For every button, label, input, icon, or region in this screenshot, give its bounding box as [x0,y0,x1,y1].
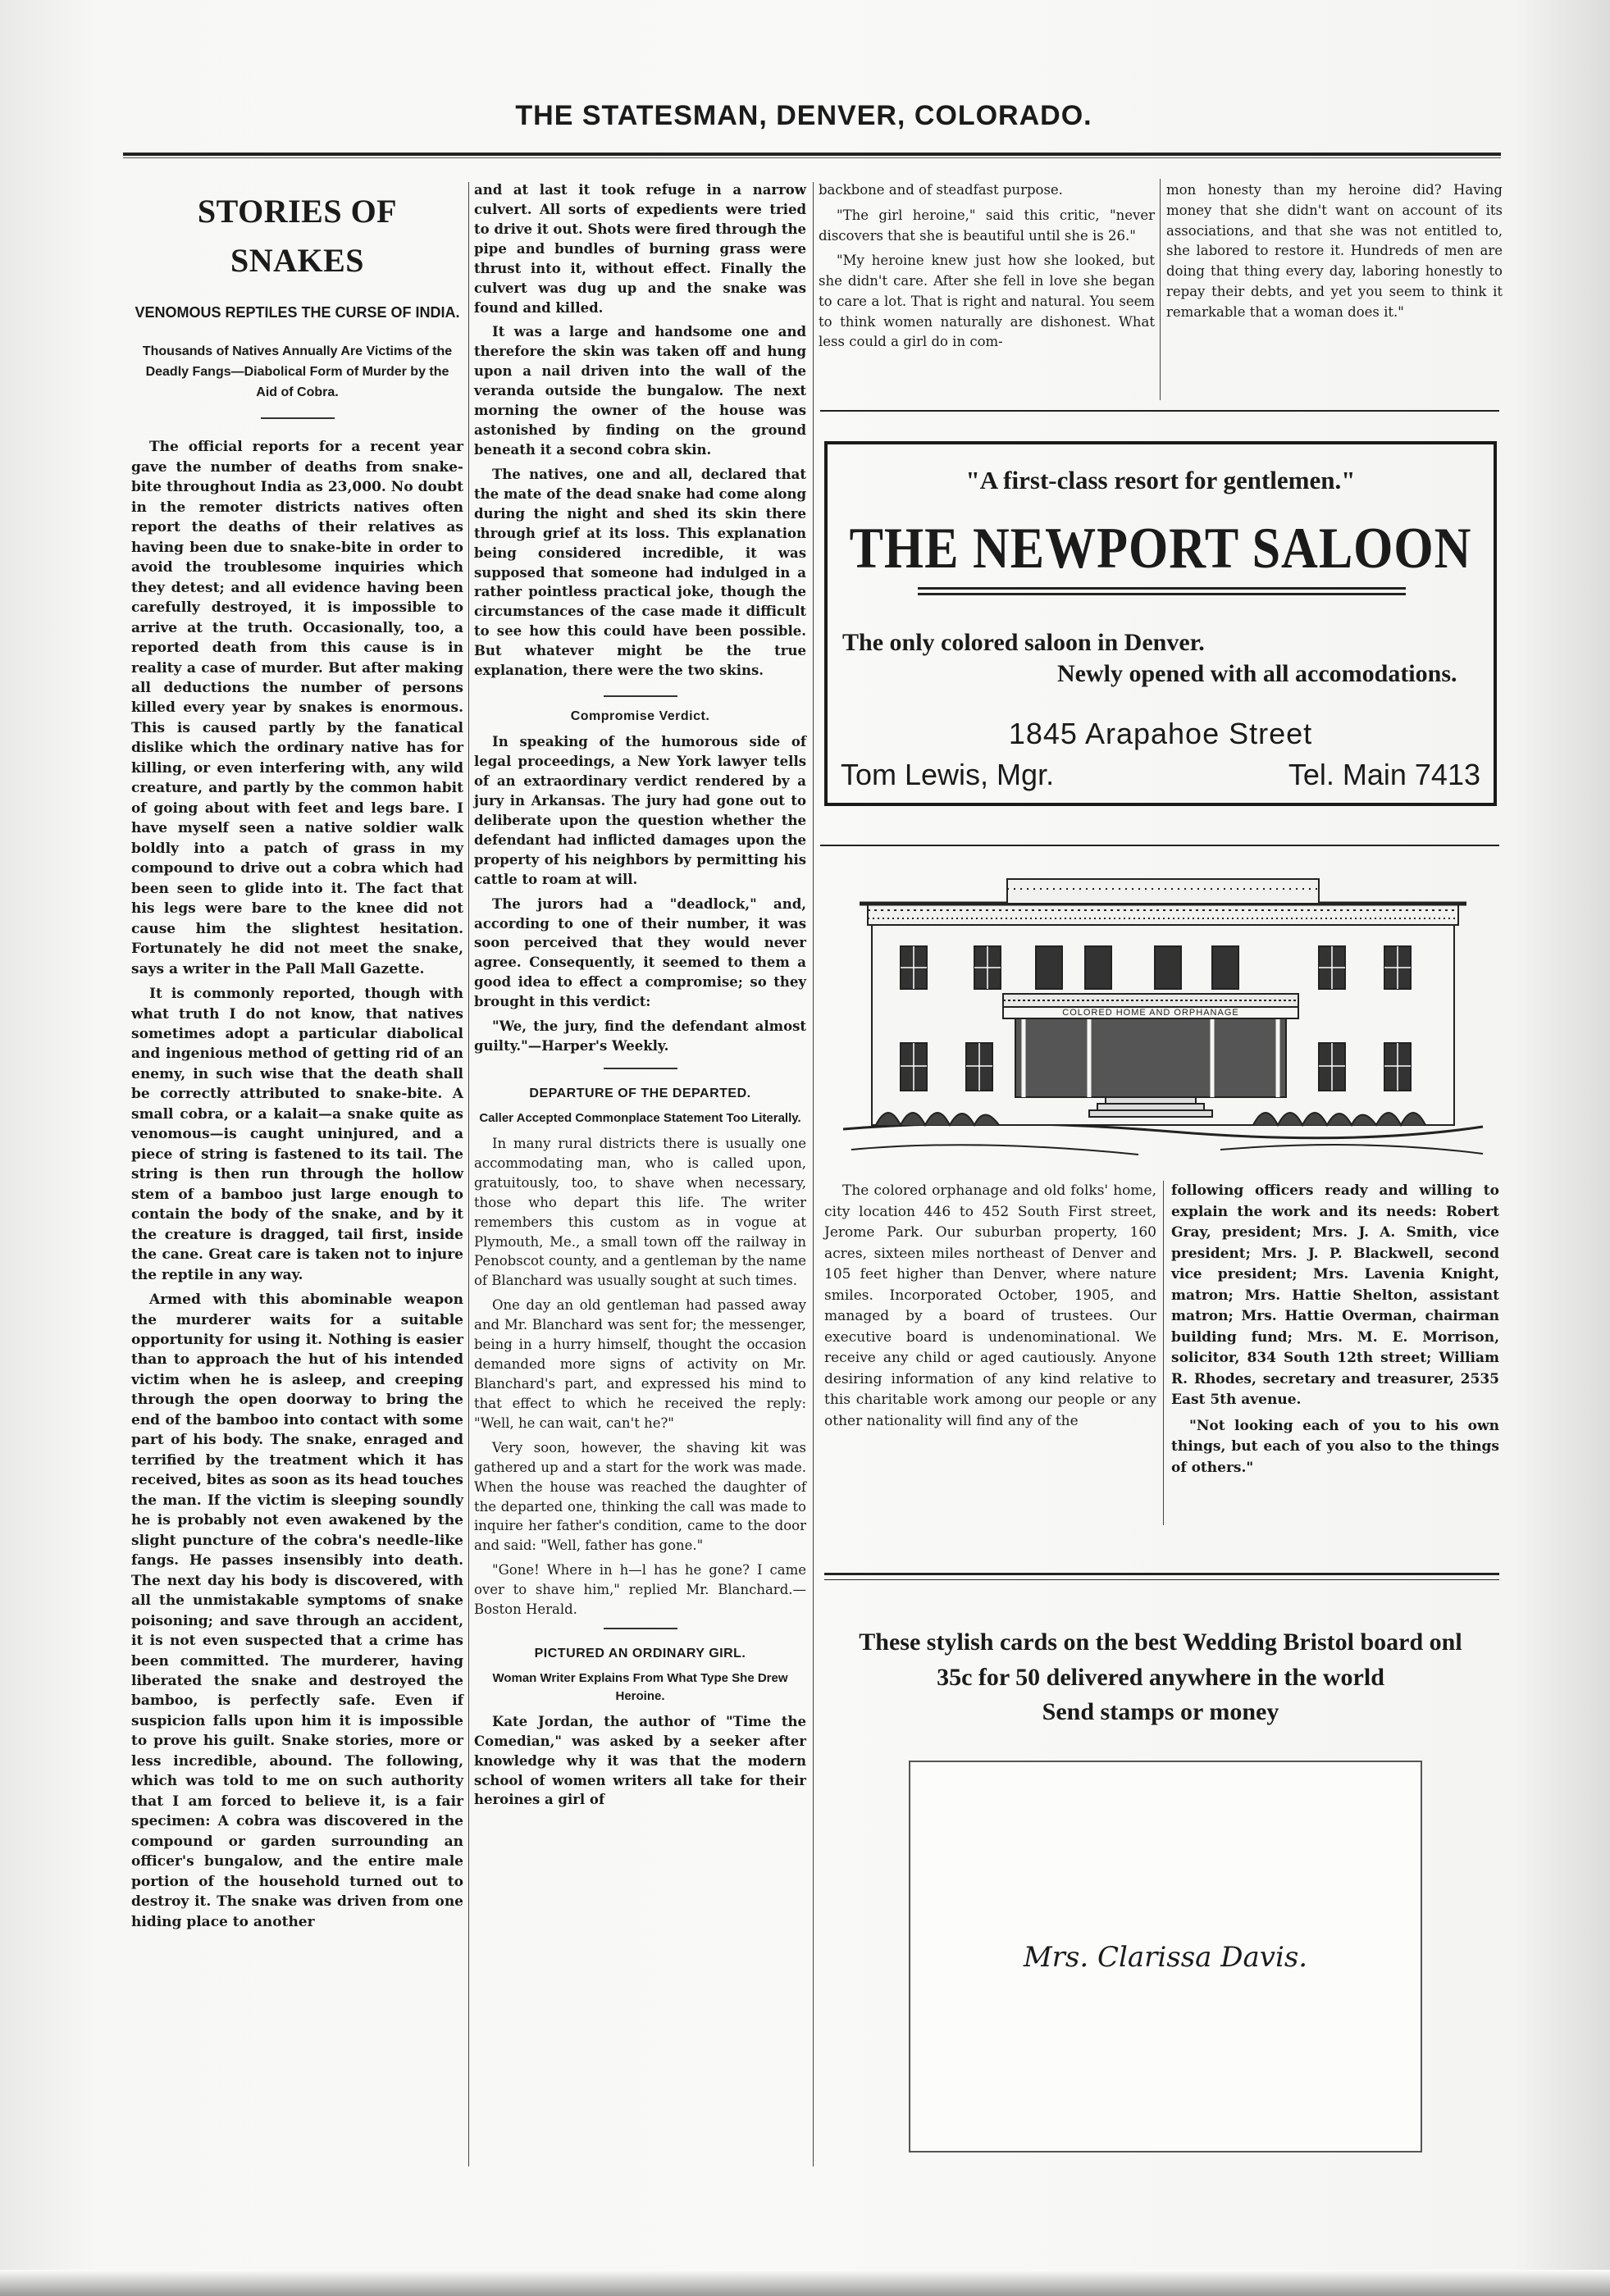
verdict-heading: Compromise Verdict. [570,709,710,724]
section-rule [820,845,1499,846]
orphanage-paragraph: following officers ready and willing to explain the work and its needs: Robert Gray, president; Mrs. J. A. Smith, vice president; Mrs. J. P. Blackwell, second vice president; Mrs. Lavenia Knight, matron; Mrs. Hattie Shelton, assistant matron; Mrs. Hattie Overman, chairman building fund; Mrs. M. E. Morrison, solicitor, 834 South 12th street; William R. Rhodes, secretary and treasurer, 2535 East 5th avenue. [1171,1182,1499,1408]
verdict-paragraph: In speaking of the humorous side of legal proceedings, a New York lawyer tells of an extraordinary verdict rendered by a jury in Arkansas. The jury had gone out to deliberate upon the question whether the defendant had inflicted damages upon the property of his neighbors by permitting his cattle to roam at will. [474,734,806,887]
girl-heading: PICTURED AN ORDINARY GIRL. [534,1647,746,1661]
cards-line: These stylish cards on the best Wedding Bristol board onl [859,1629,1462,1656]
departed-paragraph: Very soon, however, the shaving kit was gathered up and a start for the work was made. When the house was reached the daughter of the departed one, thinking the call was made to inquire her father's condition, came to the door and said: "Well, father has gone." [474,1439,806,1554]
snakes-article [131,180,463,1937]
girl-subheading: Woman Writer Explains From What Type She Drew Heroine. [492,1671,788,1703]
girl-continued [819,180,1155,358]
column-rule [468,182,469,2166]
girl-paragraph: "My heroine knew just how she looked, but she didn't care. After she fell in love she began to care a lot. That is right and natural. You seem to think women naturally are dishonest. What less could a girl do in com- [819,253,1155,350]
sample-card-name: Mrs. Clarissa Davis. [1023,1941,1308,1974]
section-rule-thin [824,1579,1499,1580]
masthead-rule [123,153,1501,156]
snakes-continued: It was a large and handsome one and therefore the skin was taken off and hung upon a nail driven into the wall of the veranda outside the bungalow. The next morning the owner of the house was astonished by finding on the ground beneath it a second cobra skin. [474,324,806,458]
ad-address: 1845 Arapahoe Street [1008,717,1313,750]
cards-line: Send stamps or money [1042,1698,1279,1726]
ad-rule [918,593,1406,595]
snakes-paragraph: Armed with this abominable weapon the murderer waits for a suitable opportunity for using it. Nothing is easier than to approach the hut of his intended victim when he is asleep, and creeping through the open doorway to bring the end of the bamboo into contact with some part of his body. The snake, enraged and terrified by the treatment which it has received, bites as soon as its head touches the man. If the victim is sleeping soundly he is probably not even awakened by the slight puncture of the cobra's needle-like fangs. He passes insensibly into death. The next day his body is discovered, with all the unmistakable symptoms of snake poisoning; and save through an accident, it is not even suspected that a crime has been committed. The murderer, having liberated the snake and destroyed the bamboo, is perfectly safe. Even if suspicion falls upon him it is impossible to prove his guilt. Snake stories, more or less incredible, abound. The following, which was told to me on such authority that I am forced to believe it, is a fair specimen: A cobra was discovered in the compound or garden surrounding an officer's bungalow, and the entire male portion of the household turned out to destroy it. The snake was driven from one hiding place to another [131,1292,463,1930]
divider [604,1068,677,1069]
snakes-paragraph: The official reports for a recent year gave the number of deaths from snake-bite throughout India as 23,000. No doubt in the remoter districts natives often report the deaths of their relatives as having been due to snake-bite in order to avoid the troublesome inquiries which they detest; and all evidence having been carefully destroyed, it is impossible to arrive at the truth. Occasionally, too, a reported death from this cause is in reality a case of murder. But after making all deductions the number of persons killed every year by snakes is enormous. This is caused partly by the fanatical dislike which the ordinary native has for killing, or even interfering with, any wild creature, and partly by the common habit of going about with feet and legs bare. I have myself seen a native soldier walk boldly into a patch of grass in my compound to drive out a cobra which had been seen to glide into it. The fact that his legs were bare to the knee did not cause him the slightest hesitation. Fortunately he did not meet the snake, says a writer in the Pall Mall Gazette. [131,439,463,977]
cards-line: 35c for 50 delivered anywhere in the world [937,1663,1384,1691]
departed-subheading: Caller Accepted Commonplace Statement Too Literally. [479,1111,801,1126]
ad-telephone: Tel. Main 7413 [1288,758,1480,791]
masthead: THE STATESMAN, DENVER, COLORADO. [515,100,1092,131]
newport-saloon-ad [824,441,1497,806]
girl-continued-right [1166,180,1503,327]
verdict-paragraph: The jurors had a "deadlock," and, according to one of their number, it was soon perceived that they would never agree. Consequently, it seemed to them a good idea to effect a compromise; so they brought in this verdict: [474,895,806,1010]
snakes-headline: STORIES OF SNAKES [197,193,398,279]
snakes-deck: Thousands of Natives Annually Are Victims of the Deadly Fangs—Diabolical Form of Murder by the Aid of Cobra. [142,344,453,399]
column-rule [1160,179,1161,400]
ad-quote: "A first-class resort for gentlemen." [965,466,1356,494]
section-rule [824,1573,1499,1575]
ad-line: The only colored saloon in Denver. [842,629,1205,656]
column-rule [813,182,814,2166]
ad-line: Newly opened with all accomodations. [1057,660,1457,687]
divider [261,417,335,419]
ad-rule [918,587,1406,590]
orphanage-text-left [824,1181,1156,1437]
departed-paragraph: In many rural districts there is usually one accommodating man, who is called upon, gratuitously, too, to shave when necessary, those who depart this life. The writer remembers this custom as in vogue at Plymouth, Me., a small town off the railway in Penobscot county, and a gentleman by the name of Blanchard was usually sought at such times. [474,1135,806,1289]
departed-heading: DEPARTURE OF THE DEPARTED. [529,1086,751,1100]
orphanage-illustration [827,871,1499,1166]
snakes-continued: The natives, one and all, declared that the mate of the dead snake had come along during the night and shed its skin there through grief at its loss. This explanation being considered incredible, it was supposed that someone had indulged in a rather pointless practical joke, though the circumstances of the case made it difficult to see how this could have been possible. But whatever might be the true explanation, there were the two skins. [474,466,806,679]
orphanage-paragraph: The colored orphanage and old folks' home, city location 446 to 452 South First street, Jerome Park. Our suburban property, 160 acres, sixteen miles northeast of Denver and 105 feet higher than Denver, where nature smiles. Incorporated October, 1905, and managed by a board of trustees. Our executive board is undenominational. We receive any child or aged cautiously. Anyone desiring information of any kind relative to this charitable work among our people or any other nationality will find any of the [824,1182,1156,1429]
sample-card [909,1761,1422,2152]
orphanage-text-right [1171,1181,1499,1483]
masthead-rule-thin [123,157,1501,158]
ad-manager: Tom Lewis, Mgr. [841,758,1055,791]
girl-paragraph: mon honesty than my heroine did? Having money that she didn't want on account of its associations, and that she was not entitled to, she labored to restore it. Hundreds of men are doing that thing every day, laboring honestly to repay their debts, and yet you seem to think it remarkable that a woman does it." [1166,182,1503,320]
wedding-cards-ad [824,1625,1497,1730]
departed-paragraph: "Gone! Where in h—l has he gone? I came over to shave him," replied Mr. Blanchard.—Boston Herald. [474,1562,806,1618]
girl-paragraph: "The girl heroine," said this critic, "never discovers that she is beautiful until she is 26." [819,207,1155,244]
page-edge [0,2270,1610,2296]
snakes-continued: and at last it took refuge in a narrow culvert. All sorts of expedients were tried to drive it out. Shots were fired through the pipe and bundles of burning grass were thrust into it, without effect. Finally the culvert was dug up and the snake was found and killed. [474,182,806,316]
section-rule [820,410,1499,412]
column-rule [1163,1181,1164,1525]
orphanage-sign: COLORED HOME AND ORPHANAGE [1062,1008,1239,1018]
divider [604,695,677,697]
verdict-paragraph: "We, the jury, find the defendant almost guilty."—Harper's Weekly. [474,1018,806,1055]
orphanage-paragraph: "Not looking each of you to his own things, but each of you also to the things of others." [1171,1417,1499,1476]
divider [604,1628,677,1629]
girl-paragraph: backbone and of steadfast purpose. [819,182,1063,198]
departed-paragraph: One day an old gentleman had passed away and Mr. Blanchard was sent for; the messenger, being in a hurry himself, thought the occasion demanded more signs of activity on Mr. Blanchard's part, and expressed his mind to that effect to which he received the reply: "Well, he can wait, can't he?" [474,1297,806,1431]
girl-paragraph: Kate Jordan, the author of "Time the Comedian," was asked by a seeker after knowledge why it was that the modern school of women writers all take for their heroines a girl of [474,1713,806,1808]
ad-title: THE NEWPORT SALOON [849,516,1472,581]
snakes-subhead: VENOMOUS REPTILES THE CURSE OF INDIA. [135,304,460,321]
snakes-paragraph: It is commonly reported, though with what truth I do not know, that natives sometimes adopt a particular diabolical and ingenious method of getting rid of an enemy, in such wise that the death shall be correctly attributed to snake-bite. A small cobra, or a kalait—a snake quite as venomous—is caught uninjured, and a piece of string is fastened to its tail. The string is then run through the hollow stem of a bamboo just large enough to contain the body of the snake, and by it the creature is dragged, tail first, inside the cane. Great care is taken not to injure the reptile in any way. [131,986,463,1283]
column-two [474,180,806,1815]
